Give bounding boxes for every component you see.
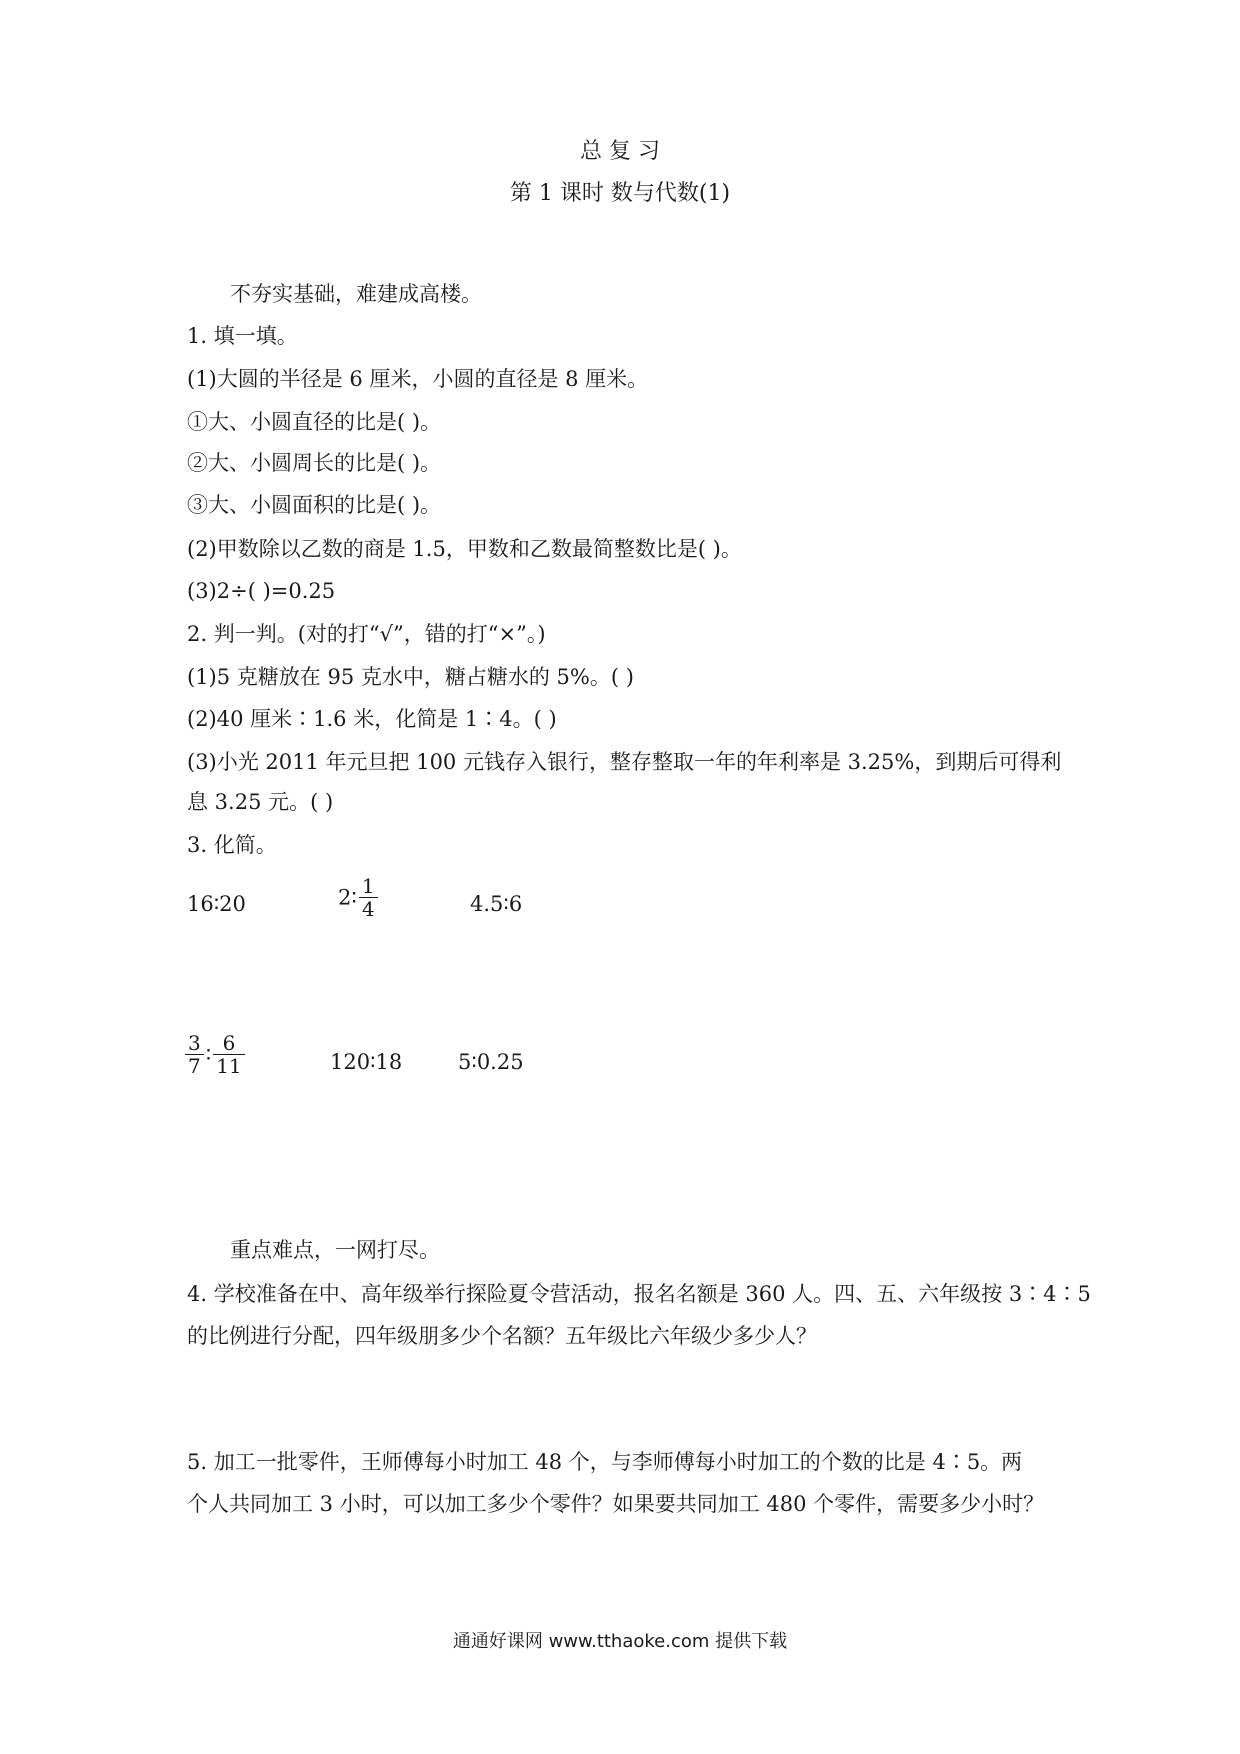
- section-slogan-key-points: 重点难点，一网打尽。: [230, 1238, 440, 1262]
- section-slogan-basics: 不夯实基础，难建成高楼。: [230, 282, 482, 306]
- fraction-numerator: 1: [359, 875, 378, 898]
- question-4-line-1: 4. 学校准备在中、高年级举行探险夏令营活动，报名名额是 360 人。四、五、六年级按 3∶4∶5: [187, 1282, 1091, 1306]
- fraction-numerator: 3: [185, 1032, 204, 1055]
- fraction-6-11: [213, 1032, 244, 1077]
- expression-4: [183, 1032, 247, 1077]
- ratio-separator: ∶: [205, 1042, 212, 1067]
- question-1-heading: 1. 填一填。: [187, 324, 298, 348]
- question-2-part-3-line-1: (3)小光 2011 年元旦把 100 元钱存入银行，整存整取一年的年利率是 3.25%，到期后可得利: [187, 750, 1062, 774]
- question-1-part-1c: ③大、小圆面积的比是( )。: [187, 493, 442, 517]
- fraction-denominator: 7: [188, 1054, 201, 1078]
- question-1-part-1b: ②大、小圆周长的比是( )。: [187, 451, 442, 475]
- question-2-part-3-line-2: 息 3.25 元。( ): [187, 790, 334, 814]
- expression-5: 120∶18: [330, 1050, 403, 1074]
- question-1-part-1: (1)大圆的半径是 6 厘米，小圆的直径是 8 厘米。: [187, 367, 649, 391]
- question-1-part-3: (3)2÷( )=0.25: [187, 579, 336, 603]
- fraction-3-7: [185, 1032, 204, 1077]
- expression-3: 4.5∶6: [470, 892, 523, 916]
- expression-6: 5∶0.25: [458, 1050, 524, 1074]
- fraction-denominator: 11: [216, 1054, 242, 1078]
- question-1-part-2: (2)甲数除以乙数的商是 1.5，甲数和乙数最简整数比是( )。: [187, 537, 742, 561]
- question-2-part-2: (2)40 厘米∶1.6 米，化简是 1∶4。( ): [187, 707, 557, 731]
- expression-2-whole: 2∶: [338, 885, 357, 910]
- expression-2: [338, 875, 380, 920]
- expression-1: 16∶20: [187, 892, 246, 916]
- page-title: 总 复 习: [580, 139, 660, 164]
- question-1-part-1a: ①大、小圆直径的比是( )。: [187, 410, 442, 434]
- fraction-denominator: 4: [361, 897, 375, 921]
- page-footer: 通通好课网 www.tthaoke.com 提供下载: [452, 1631, 788, 1652]
- fraction-numerator: 6: [213, 1032, 244, 1055]
- question-3-heading: 3. 化简。: [187, 833, 277, 857]
- question-4-line-2: 的比例进行分配，四年级朋多少个名额？五年级比六年级少多少人？: [187, 1324, 817, 1348]
- question-2-heading: 2. 判一判。(对的打“√”，错的打“×”。): [187, 622, 546, 646]
- question-5-line-1: 5. 加工一批零件，王师傅每小时加工 48 个，与李师傅每小时加工的个数的比是 4∶5。两: [187, 1450, 1023, 1474]
- question-2-part-1: (1)5 克糖放在 95 克水中，糖占糖水的 5%。( ): [187, 665, 634, 689]
- fraction-1-4: [359, 875, 378, 920]
- lesson-subtitle: 第 1 课时 数与代数(1): [509, 181, 731, 206]
- question-5-line-2: 个人共同加工 3 小时，可以加工多少个零件？如果要共同加工 480 个零件，需要多少小时？: [187, 1492, 1045, 1516]
